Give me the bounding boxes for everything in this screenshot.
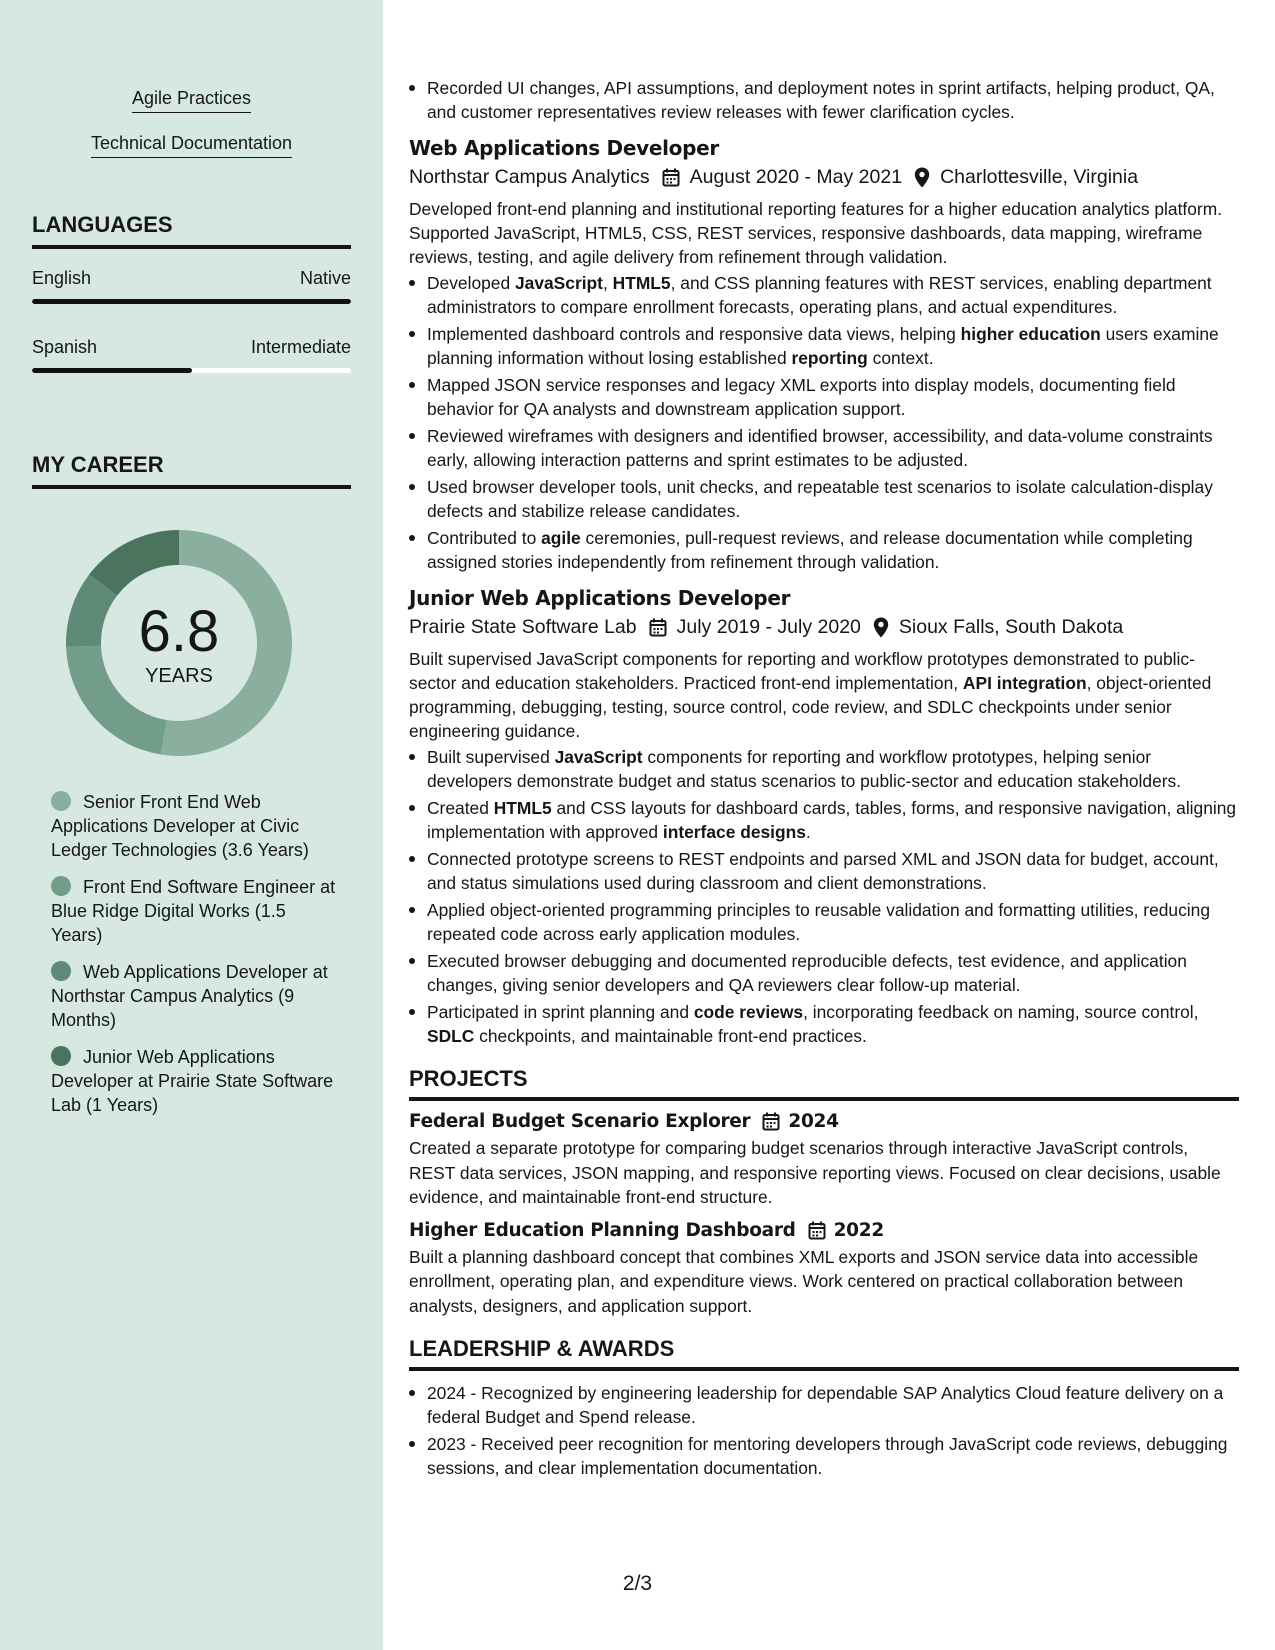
skill-tag: Technical Documentation <box>0 133 383 158</box>
language-row <box>32 337 351 358</box>
job-bullet: Applied object-oriented programming principles to reusable validation and formatting utilities, reducing repeated code across early application modules. <box>409 898 1239 946</box>
awards-heading: LEADERSHIP & AWARDS <box>409 1336 1239 1371</box>
projects-list <box>409 1111 1239 1318</box>
job-bullet: Implemented dashboard controls and responsive data views, helping higher education users examine planning information without losing established reporting context. <box>409 322 1239 370</box>
job-title: Web Applications Developer <box>409 136 719 160</box>
career-legend-item <box>51 790 336 862</box>
award-item: 2024 - Recognized by engineering leadership for dependable SAP Analytics Cloud feature delivery on a federal Budget and Spend release. <box>409 1381 1239 1429</box>
location-pin-icon <box>914 167 930 188</box>
language-name: English <box>32 268 92 288</box>
job-meta <box>409 616 1239 639</box>
project-description: Built a planning dashboard concept that combines XML exports and JSON service data into accessible enrollment, operating plan, and expenditure views. Work centered on practical collaboration between analysts, designers, and application support. <box>409 1246 1199 1316</box>
calendar-icon <box>662 168 680 187</box>
job-bullet: Contributed to agile ceremonies, pull-request reviews, and release documentation while completing assigned stories independently from refinement through validation. <box>409 526 1239 574</box>
job-company: Prairie State Software Lab <box>409 616 637 638</box>
languages-heading: LANGUAGES <box>32 212 351 249</box>
language-row <box>32 268 351 289</box>
intro-bullets <box>409 76 1239 124</box>
job-company: Northstar Campus Analytics <box>409 166 650 188</box>
job-dates: July 2019 - July 2020 <box>676 616 861 638</box>
language-proficiency-bar <box>32 368 351 373</box>
project-title: Higher Education Planning Dashboard <box>409 1219 796 1241</box>
job-bullet: Connected prototype screens to REST endpoints and parsed XML and JSON data for budget, account, and status simulations used during classroom and client demonstrations. <box>409 847 1239 895</box>
project-entry <box>409 1220 1239 1319</box>
legend-dot <box>51 961 71 981</box>
job-bullet: Reviewed wireframes with designers and identified browser, accessibility, and data-volume constraints early, allowing interaction patterns and sprint estimates to be adjusted. <box>409 424 1239 472</box>
language-name: Spanish <box>32 337 98 357</box>
legend-dot <box>51 1046 71 1066</box>
project-year: 2022 <box>833 1219 884 1241</box>
career-heading: MY CAREER <box>32 452 351 489</box>
project-year: 2024 <box>788 1111 839 1132</box>
experience-list <box>409 136 1239 1048</box>
career-legend <box>51 790 336 1130</box>
award-item: 2023 - Received peer recognition for mentoring developers through JavaScript code reviews, debugging sessions, and clear implementation documentation. <box>409 1432 1239 1480</box>
language-proficiency-bar <box>32 299 351 304</box>
job-bullets <box>409 271 1239 574</box>
job-bullet: Used browser developer tools, unit checks, and repeatable test scenarios to isolate calculation-display defects and stabilize release candidates. <box>409 475 1239 523</box>
calendar-icon <box>649 618 667 637</box>
job-bullet: Built supervised JavaScript components for reporting and workflow prototypes, helping senior developers demonstrate budget and status scenarios to public-sector and education stakeholders. <box>409 745 1239 793</box>
project-title-row <box>409 1220 1239 1241</box>
job-location: Charlottesville, Virginia <box>940 166 1139 188</box>
job-entry <box>409 586 1239 1048</box>
project-description: Created a separate prototype for comparing budget scenarios through interactive JavaScript controls, REST data services, JSON mapping, and responsive reporting views. Focused on clear decisions, usable evidence, and maintainable front-end structure. <box>409 1138 1221 1207</box>
page-number: 2/3 <box>622 1572 653 1595</box>
language-proficiency-fill <box>32 368 192 373</box>
career-legend-item <box>51 1045 336 1117</box>
job-description: Built supervised JavaScript components for reporting and workflow prototypes demonstrated to public-sector and education stakeholders. Practiced front-end implementation, API integration, object-oriented programming, debugging, testing, source control, code review, and SDLC checkpoints under senior engineering guidance. <box>409 649 1212 741</box>
job-dates: August 2020 - May 2021 <box>689 166 903 188</box>
projects-heading: PROJECTS <box>409 1066 1239 1101</box>
language-level: Intermediate <box>250 337 351 357</box>
job-meta <box>409 166 1239 189</box>
sidebar <box>0 0 383 1650</box>
job-description: Developed front-end planning and institutional reporting features for a higher education analytics platform. Supported JavaScript, HTML5, CSS, REST services, responsive dashboards, data mapping, wireframe reviews, testing, and agile delivery from refinement through validation. <box>409 199 1223 267</box>
job-bullet: Executed browser debugging and documented reproducible defects, test evidence, and application changes, giving senior developers and QA reviewers clear follow-up material. <box>409 949 1239 997</box>
language-level: Native <box>299 268 351 288</box>
project-title-row <box>409 1111 1239 1132</box>
career-total <box>66 530 292 756</box>
career-legend-label: Junior Web Applications Developer at Prairie State Software Lab (1 Years) <box>51 1047 334 1115</box>
skill-tag: Agile Practices <box>0 88 383 113</box>
job-bullet: Developed JavaScript, HTML5, and CSS planning features with REST services, enabling department administrators to compare enrollment forecasts, operating plans, and actual expenditures. <box>409 271 1239 319</box>
calendar-icon <box>762 1112 780 1131</box>
legend-dot <box>51 791 71 811</box>
job-bullet: Mapped JSON service responses and legacy XML exports into display models, documenting field behavior for QA analysts and downstream application support. <box>409 373 1239 421</box>
awards-list <box>409 1381 1239 1480</box>
main-content <box>409 76 1239 1483</box>
career-legend-item <box>51 960 336 1032</box>
project-entry <box>409 1111 1239 1210</box>
career-legend-item <box>51 875 336 947</box>
job-bullet: Participated in sprint planning and code reviews, incorporating feedback on naming, source control, SDLC checkpoints, and maintainable front-end practices. <box>409 1000 1239 1048</box>
career-total-unit: YEARS <box>145 664 213 687</box>
project-title: Federal Budget Scenario Explorer <box>409 1111 751 1132</box>
career-legend-label: Senior Front End Web Applications Developer at Civic Ledger Technologies (3.6 Years) <box>51 792 309 860</box>
job-bullets <box>409 745 1239 1048</box>
job-entry <box>409 136 1239 574</box>
language-proficiency-fill <box>32 299 351 304</box>
career-legend-label: Web Applications Developer at Northstar Campus Analytics (9 Months) <box>51 962 328 1030</box>
location-pin-icon <box>873 617 889 638</box>
job-bullet: Created HTML5 and CSS layouts for dashboard cards, tables, forms, and responsive navigation, aligning implementation with approved interface designs. <box>409 796 1239 844</box>
calendar-icon <box>808 1221 826 1240</box>
job-location: Sioux Falls, South Dakota <box>898 616 1124 638</box>
career-legend-label: Front End Software Engineer at Blue Ridge Digital Works (1.5 Years) <box>51 877 336 945</box>
bullet-item: Recorded UI changes, API assumptions, and deployment notes in sprint artifacts, helping product, QA, and customer representatives review releases with fewer clarification cycles. <box>409 76 1239 124</box>
legend-dot <box>51 876 71 896</box>
job-title: Junior Web Applications Developer <box>409 586 791 610</box>
career-total-value: 6.8 <box>138 598 220 664</box>
